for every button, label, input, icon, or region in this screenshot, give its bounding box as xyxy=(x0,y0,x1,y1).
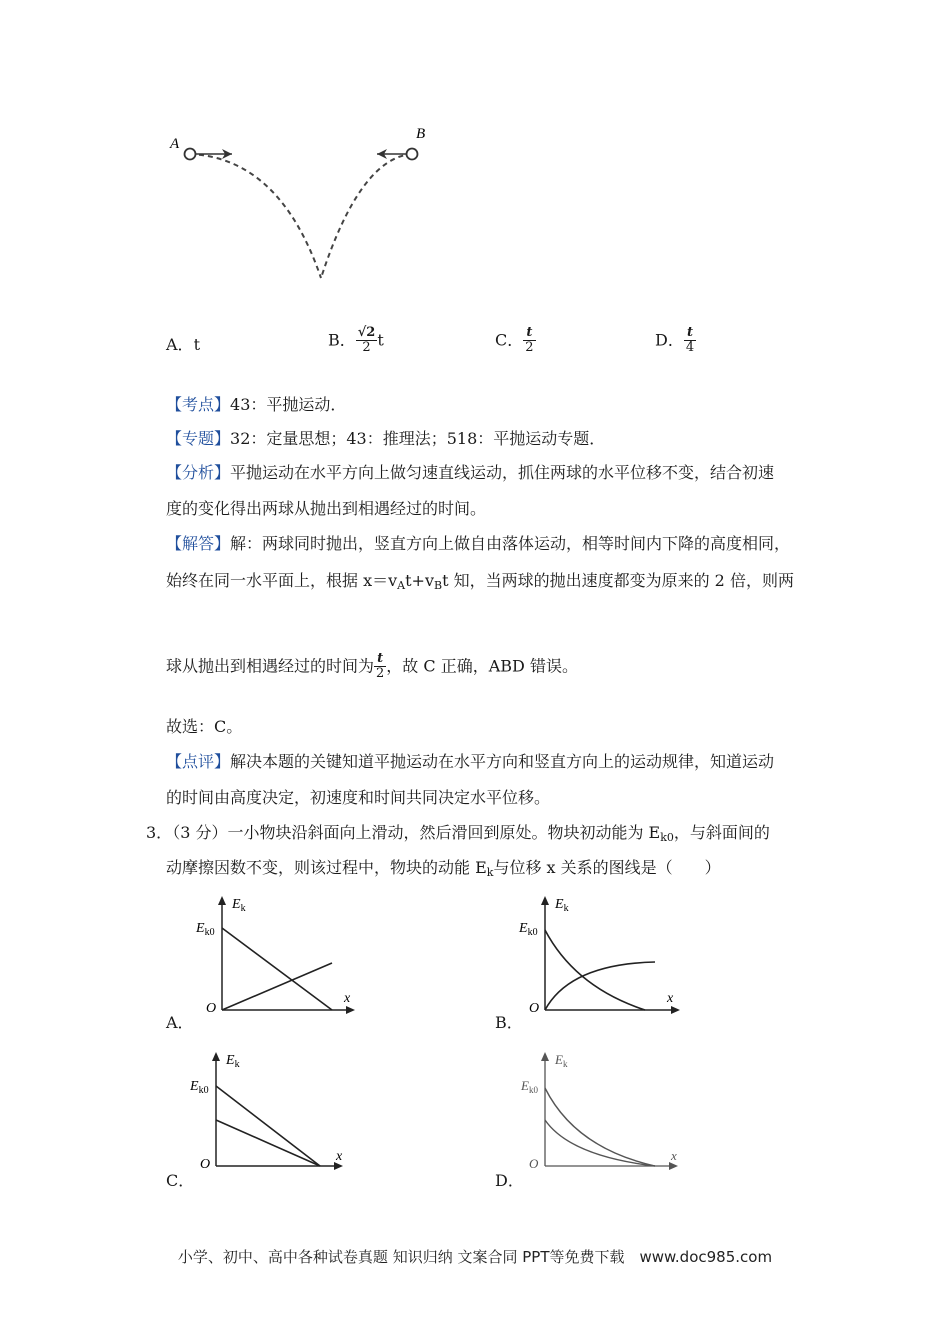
graph-a-origin: O xyxy=(206,1001,217,1016)
graph-a-ek0: E xyxy=(196,921,205,936)
graph-c-option: C． xyxy=(166,1171,195,1190)
graph-d-y-label: E xyxy=(555,1052,563,1067)
label-b: B xyxy=(416,126,426,142)
graph-c-y-label: E xyxy=(226,1053,235,1068)
zhuanti-tag: 【专题】 xyxy=(166,429,231,448)
option-c-fraction: $\frac{t}{2}$ xyxy=(525,325,534,355)
graph-b-ek0: E xyxy=(519,921,528,936)
svg-text:Ek0: $E_{k0}$ xyxy=(519,921,538,938)
q3-text-2b: 与位移 x 关系的图线是（ ） xyxy=(493,858,721,877)
graph-b-origin: O xyxy=(529,1001,540,1016)
ball-a xyxy=(185,149,196,160)
jieda-line-1 xyxy=(166,533,790,555)
graph-a-line-up xyxy=(222,963,332,1010)
q3-text-1b: ，与斜面间的 xyxy=(673,823,770,842)
svg-text:Ek: $E_k$ xyxy=(555,1052,568,1069)
graph-c-ek0: E xyxy=(190,1079,199,1094)
option-b-letter: B． xyxy=(328,330,356,350)
option-b-tail: t xyxy=(377,330,384,350)
graph-d-origin: O xyxy=(529,1156,539,1171)
graph-d-ek0: E xyxy=(521,1078,529,1093)
svg-text:Ek: $E_k$ xyxy=(226,1053,240,1070)
jieda-line-3 xyxy=(166,652,578,681)
option-c-letter: C． xyxy=(495,330,524,350)
footer-text: 小学、初中、高中各种试卷真题 知识归纳 文案合同 PPT等免费下载 www.doc985.com xyxy=(177,1248,773,1266)
graph-b-x-label: x xyxy=(667,991,674,1006)
graph-c-origin: O xyxy=(200,1157,211,1172)
jieda-sub-a: A xyxy=(397,579,406,592)
dianping-text-1: 解决本题的关键知道平抛运动在水平方向和竖直方向上的运动规律，知道运动 xyxy=(230,752,775,771)
jieda-sub-b: B xyxy=(433,579,443,592)
label-a: A xyxy=(170,136,180,152)
graph-b-curve-down xyxy=(545,930,645,1010)
graph-a-line-down xyxy=(222,928,332,1010)
option-d-fraction: $\frac{t}{4}$ xyxy=(685,325,695,355)
graph-a xyxy=(190,892,370,1022)
option-a xyxy=(166,334,200,356)
option-b-fraction: $\frac{√2}{2}$ xyxy=(357,325,376,355)
option-c xyxy=(495,326,536,355)
dianping-tag: 【点评】 xyxy=(166,752,231,771)
kaodian-line xyxy=(166,394,346,416)
graph-c-line-upper xyxy=(216,1086,320,1166)
dianping-line-2: 的时间由高度决定，初速度和时间共同决定水平位移。 xyxy=(166,788,551,807)
svg-text:Ek0: $E_{k0}$ xyxy=(521,1078,538,1095)
guxuan-line: 故选：C。 xyxy=(166,717,243,736)
graph-d-curve-lower xyxy=(545,1120,655,1166)
graph-c-x-label: x xyxy=(336,1149,343,1164)
jieda-text-2b: t+v xyxy=(405,571,434,590)
q3-sub-1: k0 xyxy=(660,831,674,844)
graph-b-curve-up xyxy=(545,962,655,1010)
option-a-letter: A． xyxy=(166,335,194,354)
graph-a-option: A． xyxy=(166,1013,194,1032)
option-a-text: t xyxy=(193,335,200,354)
q3-line-1 xyxy=(146,822,770,849)
graph-d xyxy=(515,1048,695,1178)
jieda-line-2 xyxy=(166,570,794,597)
graph-d-option: D． xyxy=(495,1171,524,1190)
graph-d-x-label: x xyxy=(671,1148,677,1163)
svg-text:Ek0: $E_{k0}$ xyxy=(190,1079,209,1096)
graph-b-option: B． xyxy=(495,1013,523,1032)
projectile-figure xyxy=(160,118,440,288)
jieda-text-2c: t 知，当两球的抛出速度都变为原来的 2 倍，则两 xyxy=(442,571,794,590)
graph-a-x-label: x xyxy=(344,991,351,1006)
ball-b xyxy=(407,149,418,160)
jieda-text-3b: ，故 C 正确，ABD 错误。 xyxy=(386,656,578,676)
graph-b xyxy=(515,892,695,1022)
svg-text:Ek: $E_k$ xyxy=(555,897,569,914)
q3-text-2a: 动摩擦因数不变，则该过程中，物块的动能 E xyxy=(166,858,487,877)
jieda-fraction: $\frac{t}{2}$ xyxy=(376,651,385,681)
q3-sub-2: k xyxy=(486,866,494,879)
graph-c xyxy=(190,1048,370,1178)
svg-text:Ek0: $E_{k0}$ xyxy=(196,921,215,938)
zhuanti-text: 32：定量思想；43：推理法；518：平抛运动专题． xyxy=(230,429,606,448)
zhuanti-line xyxy=(166,428,605,450)
option-b xyxy=(328,326,384,355)
q3-text-1a: （3 分）一小物块沿斜面向上滑动，然后滑回到原处。物块初动能为 E xyxy=(172,823,661,842)
jieda-tag: 【解答】 xyxy=(166,534,231,553)
fenxi-tag: 【分析】 xyxy=(166,463,231,482)
q3-line-2 xyxy=(166,857,721,884)
jieda-text-3a: 球从抛出到相遇经过的时间为 xyxy=(166,656,375,676)
kaodian-text: 43：平抛运动． xyxy=(230,395,347,414)
dianping-line-1 xyxy=(166,751,774,773)
svg-text:Ek: $E_k$ xyxy=(232,897,246,914)
option-d xyxy=(655,326,696,355)
fenxi-line-1 xyxy=(166,462,774,484)
jieda-text-1: 解：两球同时抛出，竖直方向上做自由落体运动，相等时间内下降的高度相同， xyxy=(230,534,791,553)
q3-number: 3． xyxy=(146,823,173,842)
jieda-text-2a: 始终在同一水平面上，根据 x＝v xyxy=(166,571,398,590)
fenxi-text-1: 平抛运动在水平方向上做匀速直线运动，抓住两球的水平位移不变，结合初速 xyxy=(230,463,775,482)
graph-a-y-label: E xyxy=(232,897,241,912)
graph-b-y-label: E xyxy=(555,897,564,912)
option-d-letter: D． xyxy=(655,330,684,350)
kaodian-tag: 【考点】 xyxy=(166,395,231,414)
fenxi-line-2: 度的变化得出两球从抛出到相遇经过的时间。 xyxy=(166,499,487,518)
